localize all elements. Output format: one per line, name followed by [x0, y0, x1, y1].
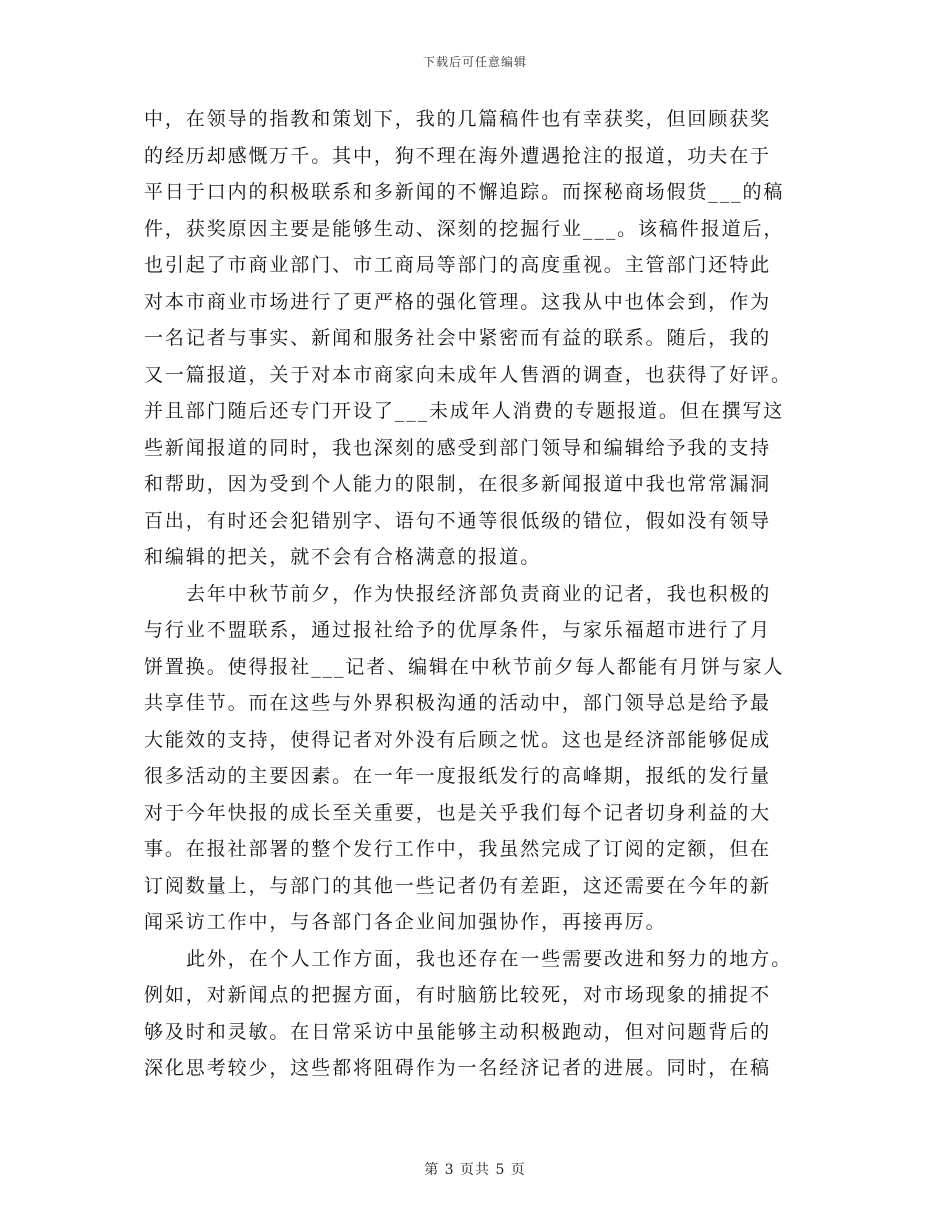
- paragraph-start-line: 此外，在个人工作方面，我也还存在一些需要改进和努力的地方。: [186, 947, 793, 970]
- text-line: 和帮助，因为受到个人能力的限制，在很多新闻报道中我也常常漏洞: [144, 473, 772, 495]
- text-line: 和编辑的把关，就不会有合格满意的报道。: [144, 546, 542, 568]
- page-header: 下载后可任意编辑: [422, 55, 527, 69]
- text-line: 与行业不盟联系，通过报社给予的优厚条件，与家乐福超市进行了月: [144, 619, 772, 641]
- paragraph-start-line: 去年中秋节前夕，作为快报经济部负责商业的记者，我也积极的: [186, 582, 772, 605]
- text-line: 百出，有时还会犯错别字、语句不通等很低级的错位，假如没有领导: [144, 509, 772, 532]
- text-line: 平日于口内的积极联系和多新闻的不懈追踪。而探秘商场假货___的稿: [144, 181, 785, 203]
- text-line: 的经历却感慨万千。其中，狗不理在海外遭遇抢注的报道，功夫在于: [144, 144, 772, 167]
- text-line: 些新闻报道的同时，我也深刻的感受到部门领导和编辑给予我的支持: [144, 436, 772, 459]
- text-line: 饼置换。使得报社___记者、编辑在中秋节前夕每人都能有月饼与家人: [144, 655, 785, 678]
- text-line: 共享佳节。而在这些与外界积极沟通的活动中，部门领导总是给予最: [144, 692, 772, 714]
- text-line: 大能效的支持，使得记者对外没有后顾之忧。这也是经济部能够促成: [144, 728, 772, 751]
- text-line: 中，在领导的指教和策划下，我的几篇稿件也有幸获奖，但回顾获奖: [144, 108, 772, 130]
- page-footer: 第 3 页共 5 页: [424, 1162, 526, 1178]
- text-line: 闻采访工作中，与各部门各企业间加强协作，再接再厉。: [144, 911, 667, 933]
- text-line: 一名记者与事实、新闻和服务社会中紧密而有益的联系。随后，我的: [144, 327, 772, 349]
- text-line: 对于今年快报的成长至关重要，也是关乎我们每个记者切身利益的大: [144, 801, 772, 824]
- text-line: 又一篇报道，关于对本市商家向未成年人售酒的调查，也获得了好评。: [144, 363, 792, 386]
- document-body: [144, 101, 814, 1087]
- text-line: 深化思考较少，这些都将阻碍作为一名经济记者的进展。同时，在稿: [144, 1057, 772, 1079]
- text-line: 够及时和灵敏。在日常采访中虽能够主动积极跑动，但对问题背后的: [144, 1020, 772, 1043]
- text-line: 对本市商业市场进行了更严格的强化管理。这我从中也体会到，作为: [144, 290, 772, 313]
- text-line: 很多活动的主要因素。在一年一度报纸发行的高峰期，报纸的发行量: [144, 765, 772, 787]
- text-line: 例如，对新闻点的把握方面，有时脑筋比较死，对市场现象的捕捉不: [144, 984, 772, 1006]
- text-line: 并且部门随后还专门开设了___未成年人消费的专题报道。但在撰写这: [144, 400, 785, 422]
- text-line: 事。在报社部署的整个发行工作中，我虽然完成了订阅的定额，但在: [144, 838, 772, 860]
- text-line: 订阅数量上，与部门的其他一些记者仍有差距，这还需要在今年的新: [144, 874, 772, 897]
- text-line: 件，获奖原因主要是能够生动、深刻的挖掘行业___。该稿件报道后，: [144, 217, 785, 240]
- text-line: 也引起了市商业部门、市工商局等部门的高度重视。主管部门还特此: [144, 254, 772, 276]
